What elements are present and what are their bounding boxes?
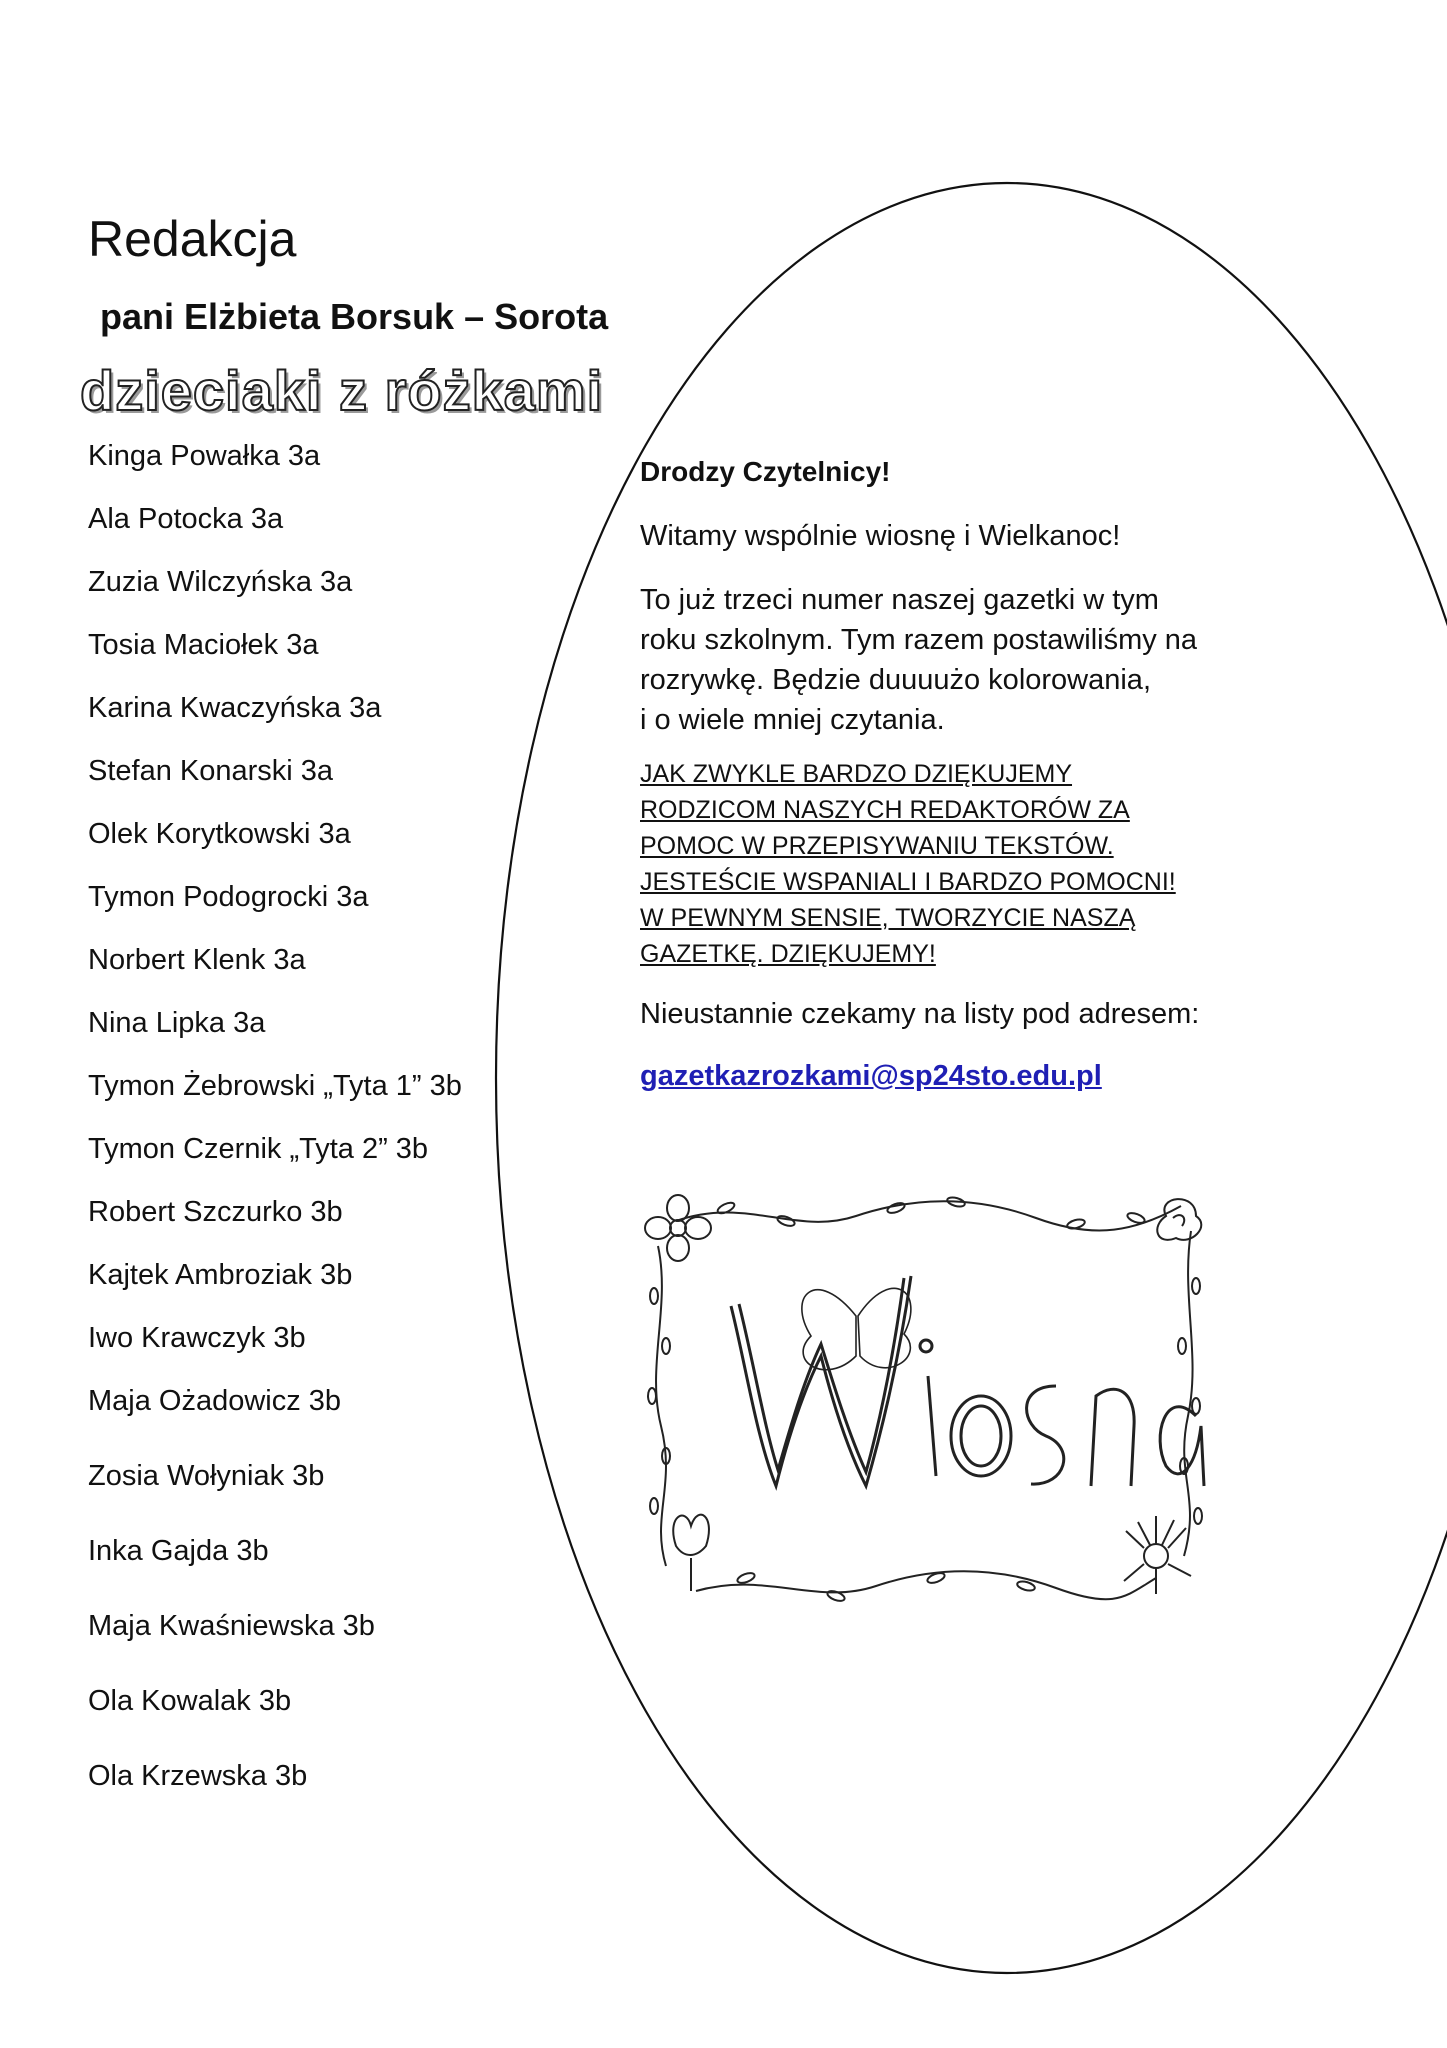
member-item: Tosia Maciołek 3a: [88, 629, 319, 661]
member-item: Stefan Konarski 3a: [88, 755, 334, 787]
thanks-line: GAZETKĘ. DZIĘKUJEMY!: [640, 940, 936, 968]
tulip-bottom-left: [673, 1515, 709, 1591]
member-item: Zuzia Wilczyńska 3a: [88, 566, 353, 598]
daisy-bottom-right: [1124, 1516, 1191, 1594]
flower-top-right: [1157, 1199, 1201, 1240]
member-item: Tymon Czernik „Tyta 2” 3b: [88, 1133, 429, 1165]
member-item: Maja Ożadowicz 3b: [88, 1385, 342, 1417]
member-item: Tymon Żebrowski „Tyta 1” 3b: [88, 1070, 462, 1102]
member-item: Inka Gajda 3b: [88, 1535, 269, 1567]
member-item: Robert Szczurko 3b: [88, 1196, 343, 1228]
vine-top: [676, 1201, 1181, 1230]
member-item: Norbert Klenk 3a: [88, 944, 306, 976]
email-link[interactable]: gazetkazrozkami@sp24sto.edu.pl: [640, 1060, 1102, 1092]
thanks-line: W PEWNYM SENSIE, TWORZYCIE NASZĄ: [640, 904, 1136, 932]
flower-top-left: [645, 1195, 711, 1261]
leaf-marks: [648, 1196, 1202, 1603]
intro-line: To już trzeci numer naszej gazetki w tym: [640, 584, 1159, 616]
member-item: Ola Kowalak 3b: [88, 1685, 292, 1717]
thanks-line: JAK ZWYKLE BARDZO DZIĘKUJEMY: [640, 760, 1073, 788]
thanks-line: JESTEŚCIE WSPANIALI I BARDZO POMOCNI!: [640, 868, 1176, 896]
editor-name: pani Elżbieta Borsuk – Sorota: [100, 296, 609, 337]
letter-thanks: [640, 756, 1230, 972]
member-item: Kajtek Ambroziak 3b: [88, 1259, 353, 1291]
vine-right: [1184, 1231, 1193, 1556]
member-item: Ala Potocka 3a: [88, 503, 284, 535]
member-item: Tymon Podogrocki 3a: [88, 881, 369, 913]
letter-greeting: Drodzy Czytelnicy!: [640, 456, 891, 487]
wiosna-coloring-illustration: [636, 1186, 1216, 1616]
group-title: dzieciaki z różkami: [80, 359, 604, 422]
vine-bottom: [696, 1571, 1156, 1599]
member-item: Ola Krzewska 3b: [88, 1760, 308, 1792]
member-item: Nina Lipka 3a: [88, 1007, 266, 1039]
letter-to-readers: [640, 452, 1230, 1096]
thanks-line: POMOC W PRZEPISYWANIU TEKSTÓW.: [640, 832, 1114, 860]
member-item: Iwo Krawczyk 3b: [88, 1322, 306, 1354]
member-item: Maja Kwaśniewska 3b: [88, 1610, 375, 1642]
member-item: Karina Kwaczyńska 3a: [88, 692, 382, 724]
member-item: Zosia Wołyniak 3b: [88, 1460, 325, 1492]
thanks-line: RODZICOM NASZYCH REDAKTORÓW ZA: [640, 796, 1130, 824]
member-item: Kinga Powałka 3a: [88, 440, 321, 472]
letter-welcome: Witamy wspólnie wiosnę i Wielkanoc!: [640, 520, 1121, 552]
butterfly: [802, 1288, 911, 1369]
member-item: Olek Korytkowski 3a: [88, 818, 351, 850]
page-title: Redakcja: [88, 211, 297, 267]
intro-line: roku szkolnym. Tym razem postawiliśmy na: [640, 624, 1198, 656]
intro-line: rozrywkę. Będzie duuuużo kolorowania,: [640, 664, 1151, 696]
intro-line: i o wiele mniej czytania.: [640, 704, 945, 736]
letter-intro: [640, 580, 1230, 740]
letter-contact: Nieustannie czekamy na listy pod adresem:: [640, 998, 1200, 1030]
